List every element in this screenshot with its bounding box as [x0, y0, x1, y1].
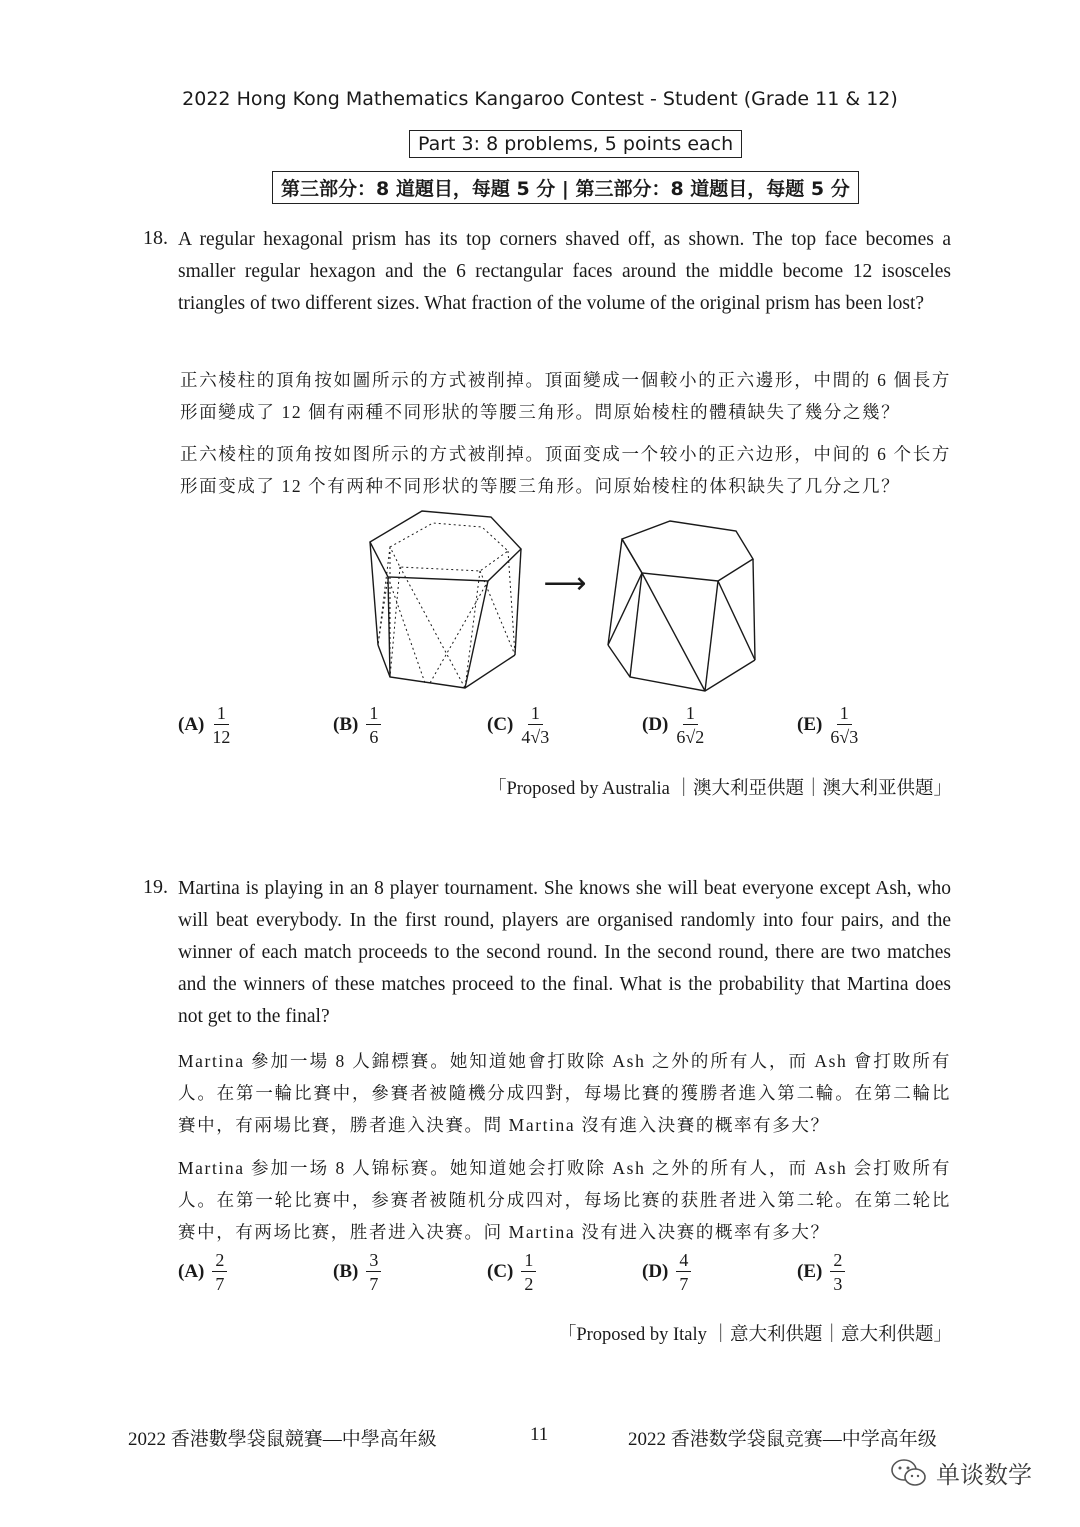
page-number: 11 — [530, 1424, 549, 1445]
fraction: $\frac{2}{3}$ — [830, 1251, 845, 1293]
question-19-credit: 「Proposed by Italy ｜意大利供題｜意大利供题」 — [557, 1325, 952, 1345]
question-19-text-en: Martina is playing in an 8 player tournament. She knows she will beat everyone except Ash, who will beat everybody. In the first round, players are organised randomly into four pairs, and the winner of each match proceeds to the second round. In the second round, there are two matches and the winners of these matches proceed to the final. What is the probability that Martina does not get to the final? — [178, 878, 951, 1027]
question-number: 19. — [143, 876, 168, 898]
fraction: $\frac{1}{2}$ — [521, 1251, 536, 1293]
fraction: $\frac{1}{4√3}$ — [521, 703, 550, 747]
choice-b[interactable]: (B) $\frac{3}{7}$ — [333, 1251, 381, 1293]
fraction: $\frac{1}{6√3}$ — [830, 703, 859, 747]
fraction: $\frac{2}{7}$ — [212, 1251, 227, 1293]
choice-c[interactable]: (C) $\frac{1}{4√3}$ — [487, 703, 550, 747]
choice-d[interactable]: (D) $\frac{1}{6√2}$ — [642, 703, 705, 747]
footer-right: 2022 香港数学袋鼠竞赛—中学高年级 — [628, 1429, 937, 1450]
contest-title: 2022 Hong Kong Mathematics Kangaroo Contest - Student (Grade 11 & 12) — [182, 88, 898, 110]
choice-e[interactable]: (E) $\frac{2}{3}$ — [797, 1251, 845, 1293]
fraction: $\frac{3}{7}$ — [366, 1251, 381, 1293]
question-number: 18. — [143, 227, 168, 249]
question-18-text-en: A regular hexagonal prism has its top corners shaved off, as shown. The top face becomes a smaller regular hexagon and the 6 rectangular faces around the middle become 12 isosceles triangles of two different sizes. What fraction of the volume of the original prism has been lost? — [178, 229, 951, 314]
wechat-icon — [890, 1457, 928, 1489]
fraction: $\frac{4}{7}$ — [676, 1251, 691, 1293]
question-18-credit: 「Proposed by Australia ｜澳大利亞供題｜澳大利亚供題」 — [487, 779, 952, 799]
question-18-choices — [0, 704, 1080, 754]
choice-d[interactable]: (D) $\frac{4}{7}$ — [642, 1251, 691, 1293]
arrow-icon: ⟶ — [543, 566, 587, 601]
question-19-text-zh-trad: Martina 參加一場 8 人錦標賽。她知道她會打敗除 Ash 之外的所有人，而 Ash 會打敗所有人。在第一輪比賽中，參賽者被隨機分成四對，每場比賽的獲勝者進入第二輪。在第二輪比賽中，有兩場比賽，勝者進入決賽。問 Martina 沒有進入決賽的概率有多大？ — [178, 1051, 951, 1135]
part-label-en: Part 3: 8 problems, 5 points each — [409, 130, 742, 158]
watermark-text: 单谈数学 — [936, 1461, 1032, 1489]
watermark — [890, 1455, 1032, 1490]
question-18-text-zh-trad: 正六棱柱的頂角按如圖所示的方式被削掉。頂面變成一個較小的正六邊形，中間的 6 個長方形面變成了 12 個有兩種不同形狀的等腰三角形。問原始棱柱的體積缺失了幾分之幾？ — [180, 370, 951, 422]
shaved-prism-drawing — [608, 521, 755, 691]
question-19-text-zh-simp: Martina 参加一场 8 人锦标赛。她知道她会打败除 Ash 之外的所有人，而 Ash 会打败所有人。在第一轮比赛中，参赛者被随机分成四对，每场比赛的获胜者进入第二轮。在第二轮比赛中，有两场比赛，胜者进入决赛。问 Martina 没有进入决赛的概率有多大？ — [178, 1158, 951, 1242]
choice-e[interactable]: (E) $\frac{1}{6√3}$ — [797, 703, 859, 747]
question-18-text-zh-simp: 正六棱柱的顶角按如图所示的方式被削掉。顶面变成一个较小的正六边形，中间的 6 个长方形面变成了 12 个有两种不同形状的等腰三角形。问原始棱柱的体积缺失了几分之几？ — [180, 444, 951, 496]
footer-left: 2022 香港數學袋鼠競賽—中學高年級 — [128, 1429, 437, 1450]
fraction: $\frac{1}{6}$ — [366, 704, 381, 746]
choice-a[interactable]: (A) $\frac{2}{7}$ — [178, 1251, 227, 1293]
choice-b[interactable]: (B) $\frac{1}{6}$ — [333, 704, 381, 746]
prism-figure — [360, 505, 770, 695]
original-prism-drawing — [370, 511, 521, 688]
choice-c[interactable]: (C) $\frac{1}{2}$ — [487, 1251, 536, 1293]
fraction: $\frac{1}{12}$ — [212, 703, 231, 747]
choice-a[interactable]: (A) $\frac{1}{12}$ — [178, 703, 231, 747]
question-19-choices — [0, 1251, 1080, 1301]
part-label-zh: 第三部分：8 道題目，每題 5 分 | 第三部分：8 道题目，每题 5 分 — [272, 171, 859, 204]
fraction: $\frac{1}{6√2}$ — [676, 703, 705, 747]
